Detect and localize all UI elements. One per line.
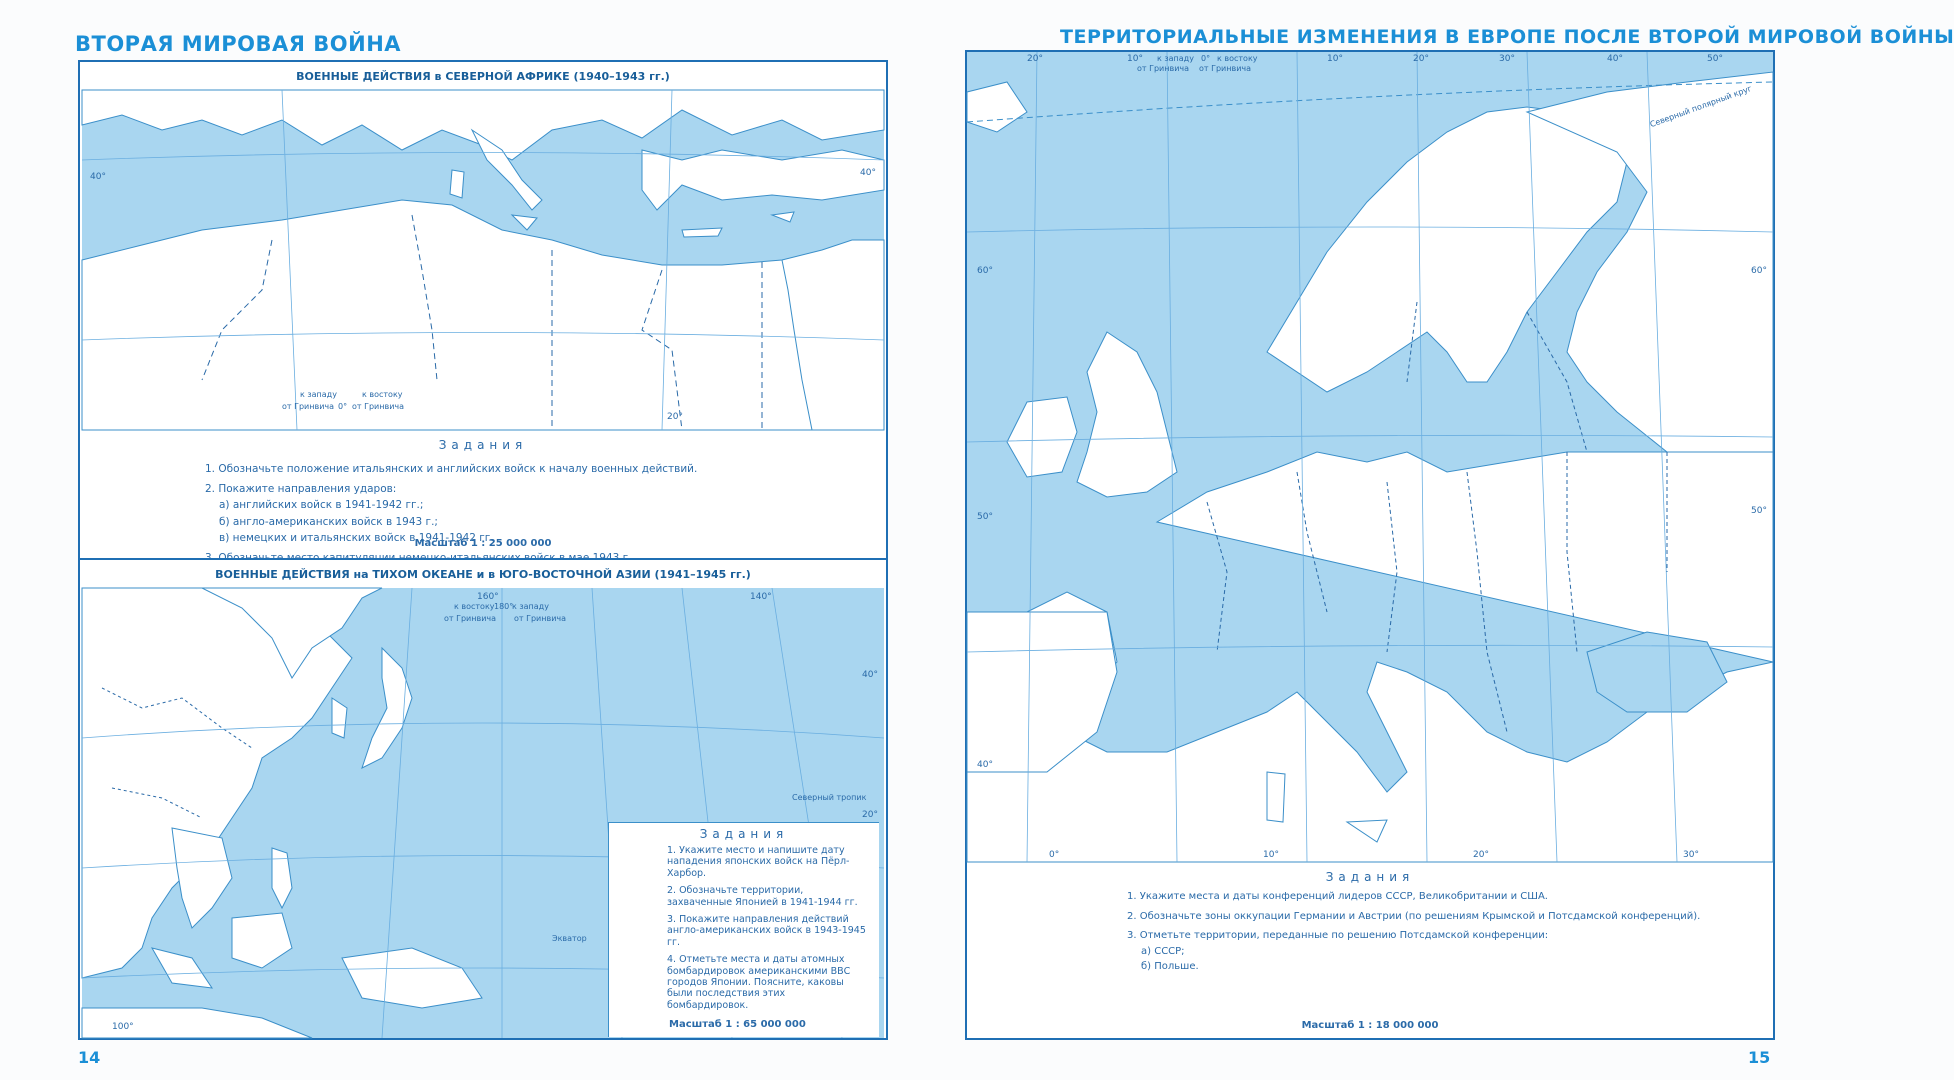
pacific-tasks-heading: Задания xyxy=(699,827,789,841)
degree-label: 40° xyxy=(90,172,106,182)
task-text: 3. Отметьте территории, переданные по решению Потсдамской конференции: xyxy=(1127,930,1549,941)
left-page-title: ВТОРАЯ МИРОВАЯ ВОЙНА xyxy=(75,32,402,56)
task-item: 1. Укажите места и даты конференций лидеров СССР, Великобритании и США. xyxy=(1127,891,1548,902)
africa-tasks-heading: Задания xyxy=(438,438,528,452)
meridian-label: к востоку xyxy=(1217,54,1258,63)
degree-label: 30° xyxy=(1683,850,1699,860)
degree-label: 60° xyxy=(1751,266,1767,276)
right-page-number: 15 xyxy=(1748,1048,1771,1067)
degree-label: 140° xyxy=(750,592,772,602)
task-item: 1. Обозначьте положение итальянских и английских войск к началу военных действий. xyxy=(205,463,698,475)
africa-map xyxy=(82,90,884,430)
meridian-label: к востоку xyxy=(362,390,403,399)
left-page-number: 14 xyxy=(78,1048,101,1067)
africa-scale: Масштаб 1 : 25 000 000 xyxy=(414,538,552,549)
meridian-label: 0° xyxy=(338,402,348,411)
degree-label: 20° xyxy=(1473,850,1489,860)
degree-label: 10° xyxy=(1127,54,1143,64)
degree-label: 20° xyxy=(1413,54,1429,64)
meridian-label: от Гринвича xyxy=(514,614,567,623)
meridian-label: от Гринвича xyxy=(1137,64,1190,73)
task-item: 4. Отметьте места и даты атомных бомбардировок американскими ВВС городов Японии. Поясните, каковы были последствия этих бомбардировок. xyxy=(667,954,851,1011)
degree-label: 0° xyxy=(1049,850,1060,860)
task-item xyxy=(205,482,865,545)
meridian-label: от Гринвича xyxy=(1199,64,1252,73)
africa-tasks xyxy=(205,462,865,571)
europe-map-panel xyxy=(965,50,1775,1040)
degree-label: 30° xyxy=(1499,54,1515,64)
pacific-tasks-box xyxy=(608,822,879,1037)
tropic-label: Северный тропик xyxy=(792,793,867,802)
subtask-item: а) СССР; xyxy=(1141,945,1185,957)
meridian-label: от Гринвича xyxy=(352,402,405,411)
pacific-map-panel xyxy=(78,558,888,1040)
meridian-label: 180° xyxy=(494,602,514,611)
task-item: 1. Укажите место и напишите дату нападения японских войск на Пёрл-Харбор. xyxy=(667,845,850,879)
task-item: 2. Обозначьте территории, захваченные Японией в 1941-1944 гг. xyxy=(667,885,858,908)
meridian-label: к востоку xyxy=(454,602,495,611)
degree-label: 40° xyxy=(1607,54,1623,64)
africa-map-panel xyxy=(78,60,888,560)
degree-label: 60° xyxy=(977,266,993,276)
task-item: 2. Обозначьте зоны оккупации Германии и Австрии (по решениям Крымской и Потсдамской конференций). xyxy=(1127,910,1701,922)
degree-label: 50° xyxy=(1751,506,1767,516)
task-item: 3. Покажите направления действий англо-американских войск в 1943-1945 гг. xyxy=(667,913,866,948)
equator-label: Экватор xyxy=(552,934,587,943)
subtask-item: б) англо-американских войск в 1943 г.; xyxy=(219,515,438,528)
degree-label: 40° xyxy=(862,670,878,680)
meridian-label: к западу xyxy=(512,602,549,611)
degree-label: 50° xyxy=(977,512,993,522)
europe-scale: Масштаб 1 : 18 000 000 xyxy=(1301,1020,1439,1031)
pacific-tasks xyxy=(667,845,867,1017)
pacific-map-caption: ВОЕННЫЕ ДЕЙСТВИЯ на ТИХОМ ОКЕАНЕ и в ЮГО-ВОСТОЧНОЙ АЗИИ (1941–1945 гг.) xyxy=(215,568,751,581)
degree-label: 40° xyxy=(977,760,993,770)
pacific-scale: Масштаб 1 : 65 000 000 xyxy=(669,1019,806,1030)
right-page-title: ТЕРРИТОРИАЛЬНЫЕ ИЗМЕНЕНИЯ В ЕВРОПЕ ПОСЛЕ ВТОРОЙ МИРОВОЙ ВОЙНЫ xyxy=(1060,26,1954,48)
degree-label: 20° xyxy=(862,810,878,820)
africa-map-caption: ВОЕННЫЕ ДЕЙСТВИЯ в СЕВЕРНОЙ АФРИКЕ (1940–1943 гг.) xyxy=(296,70,670,83)
degree-label: 10° xyxy=(1263,850,1279,860)
meridian-label: к западу xyxy=(300,390,337,399)
europe-tasks xyxy=(1127,890,1727,980)
meridian-label: от Гринвича xyxy=(444,614,497,623)
degree-label: 40° xyxy=(860,168,876,178)
meridian-label: от Гринвича xyxy=(282,402,335,411)
europe-tasks-heading: Задания xyxy=(1325,870,1415,884)
degree-label: 20° xyxy=(1027,54,1043,64)
arctic-circle-label: Северный полярный круг xyxy=(1648,83,1754,130)
degree-label: 50° xyxy=(1707,54,1723,64)
subtask-item: б) Польше. xyxy=(1141,961,1199,972)
task-text: 2. Покажите направления ударов: xyxy=(205,483,397,496)
meridian-label: к западу xyxy=(1157,54,1194,63)
subtask-item: в) немецких и итальянских войск в 1941-1942 гг. xyxy=(219,531,494,544)
meridian-label: 0° xyxy=(1201,54,1211,63)
europe-map xyxy=(967,52,1773,862)
degree-label: 10° xyxy=(1327,54,1343,64)
subtask-item: а) английских войск в 1941-1942 гг.; xyxy=(219,499,424,512)
degree-label: 160° xyxy=(477,592,499,602)
degree-label: 100° xyxy=(112,1022,134,1032)
task-item xyxy=(1127,929,1727,974)
degree-label: 20° xyxy=(667,412,683,422)
